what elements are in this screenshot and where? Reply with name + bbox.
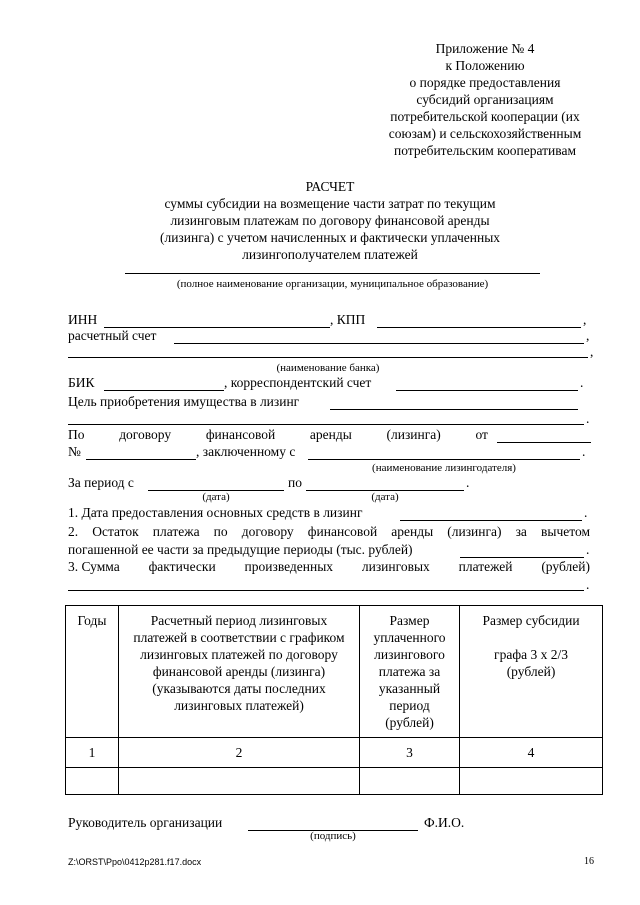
account-field[interactable]: [174, 343, 584, 344]
column-number: 1: [66, 738, 119, 768]
comma: ,: [590, 344, 594, 359]
account-label: расчетный счет: [68, 328, 157, 343]
title-line: лизингополучателем платежей: [242, 247, 418, 262]
item2-line2: погашенной ее части за предыдущие периоды (тыс. рублей): [68, 542, 413, 557]
item1-field[interactable]: [400, 520, 582, 521]
fio-label: Ф.И.О.: [424, 815, 465, 830]
item3-word: лизинговых: [361, 559, 430, 574]
item3-word: фактически: [148, 559, 216, 574]
table-number-row: [66, 738, 603, 768]
file-path: Z:\ORST\Ppo\0412p281.f17.docx: [68, 857, 202, 867]
item3-word: произведенных: [244, 559, 334, 574]
page-number: 16: [584, 856, 594, 867]
purpose-field-continued[interactable]: [68, 424, 584, 425]
period-dot: .: [586, 411, 590, 426]
bik-label: БИК: [68, 375, 95, 390]
signature-label: Руководитель организации: [68, 815, 223, 830]
contract-word: По: [68, 427, 85, 442]
kpp-label: , КПП: [330, 312, 366, 327]
subsidy-table: [65, 605, 603, 795]
bik-field[interactable]: [104, 390, 224, 391]
column-number: 4: [460, 738, 603, 768]
contract-word: договору: [119, 427, 172, 442]
item3-word: 3. Сумма: [68, 559, 120, 574]
title-line: лизинговым платежам по договору финансовой аренды: [170, 213, 490, 228]
header-line: о порядке предоставления: [409, 75, 561, 90]
title-line: суммы субсидии на возмещение части затрат по текущим: [164, 196, 496, 211]
table-cell[interactable]: [460, 768, 603, 795]
column-number: 3: [360, 738, 460, 768]
contract-number-field[interactable]: [86, 459, 196, 460]
table-cell[interactable]: [119, 768, 360, 795]
contract-date-field[interactable]: [497, 442, 591, 443]
item3-word: (рублей): [541, 559, 590, 574]
period-dot: .: [580, 375, 584, 390]
table-cell[interactable]: [360, 768, 460, 795]
period-to-label: по: [288, 475, 302, 490]
contract-word: финансовой: [205, 427, 276, 442]
date-caption: (дата): [371, 491, 399, 503]
table-row: [66, 768, 603, 795]
column-number: 2: [119, 738, 360, 768]
contract-word: от: [475, 427, 488, 442]
period-from-label: За период с: [68, 475, 134, 490]
org-caption: (полное наименование организации, муниципальное образование): [176, 278, 489, 290]
inn-label: ИНН: [68, 312, 98, 327]
period-dot: .: [466, 475, 470, 490]
table-cell[interactable]: [66, 768, 119, 795]
subsidy-unit: (рублей): [506, 664, 556, 679]
title-heading: РАСЧЕТ: [305, 179, 355, 194]
subsidy-header-label: Размер субсидии: [482, 613, 580, 628]
subsidy-formula: графа 3 x 2/3: [494, 647, 568, 662]
item3-line: [68, 559, 590, 575]
document-title: [100, 178, 560, 263]
table-header-paid: Размер уплаченного лизингового платежа за указанный период (рублей): [360, 606, 460, 738]
lessor-caption: (наименование лизингодателя): [372, 462, 516, 474]
period-dot: .: [584, 505, 588, 520]
corr-account-field[interactable]: [396, 390, 578, 391]
date-caption: (дата): [202, 491, 230, 503]
item3-field[interactable]: [68, 590, 584, 591]
header-line: Приложение № 4: [435, 41, 535, 56]
header-line: потребительской кооперации (их: [390, 109, 580, 124]
item1-label: 1. Дата предоставления основных средств в лизинг: [68, 505, 363, 520]
bank-caption: (наименование банка): [276, 362, 380, 374]
header-line: к Положению: [445, 58, 525, 73]
lessor-field[interactable]: [308, 459, 580, 460]
purpose-label: Цель приобретения имущества в лизинг: [68, 394, 300, 409]
comma: ,: [583, 312, 587, 327]
kpp-field[interactable]: [377, 327, 581, 328]
contract-word: аренды: [309, 427, 352, 442]
table-header-period: Расчетный период лизинговых платежей в соответствии с графиком лизинговых платежей по договору финансовой аренды (лизинга) (указываются даты последних лизинговых платежей): [119, 606, 360, 738]
contract-line: [68, 427, 488, 443]
period-dot: .: [586, 577, 590, 592]
table-header-row: [66, 606, 603, 738]
number-label: №: [68, 444, 81, 459]
header-line: потребительским кооперативам: [393, 143, 576, 158]
table-header-subsidy: [460, 606, 603, 738]
period-dot: .: [586, 542, 590, 557]
item2-line1: 2. Остаток платежа по договору финансовой аренды (лизинга) за вычетом: [68, 524, 590, 539]
purpose-field[interactable]: [330, 409, 578, 410]
org-name-field[interactable]: [125, 273, 540, 274]
concluded-label: , заключенному с: [196, 444, 296, 459]
header-line: субсидий организациям: [416, 92, 554, 107]
appendix-header: [380, 40, 590, 159]
header-line: союзам) и сельскохозяйственным: [388, 126, 582, 141]
item3-word: платежей: [458, 559, 513, 574]
table-header-years: Годы: [66, 606, 119, 738]
period-dot: .: [582, 444, 586, 459]
title-line: (лизинга) с учетом начисленных и фактически уплаченных: [159, 230, 501, 245]
corr-account-label: , корреспондентский счет: [224, 375, 372, 390]
bank-name-field[interactable]: [68, 357, 588, 358]
signature-caption: (подпись): [310, 830, 356, 842]
contract-word: (лизинга): [386, 427, 441, 442]
comma: ,: [586, 328, 590, 343]
item2-field[interactable]: [460, 557, 584, 558]
